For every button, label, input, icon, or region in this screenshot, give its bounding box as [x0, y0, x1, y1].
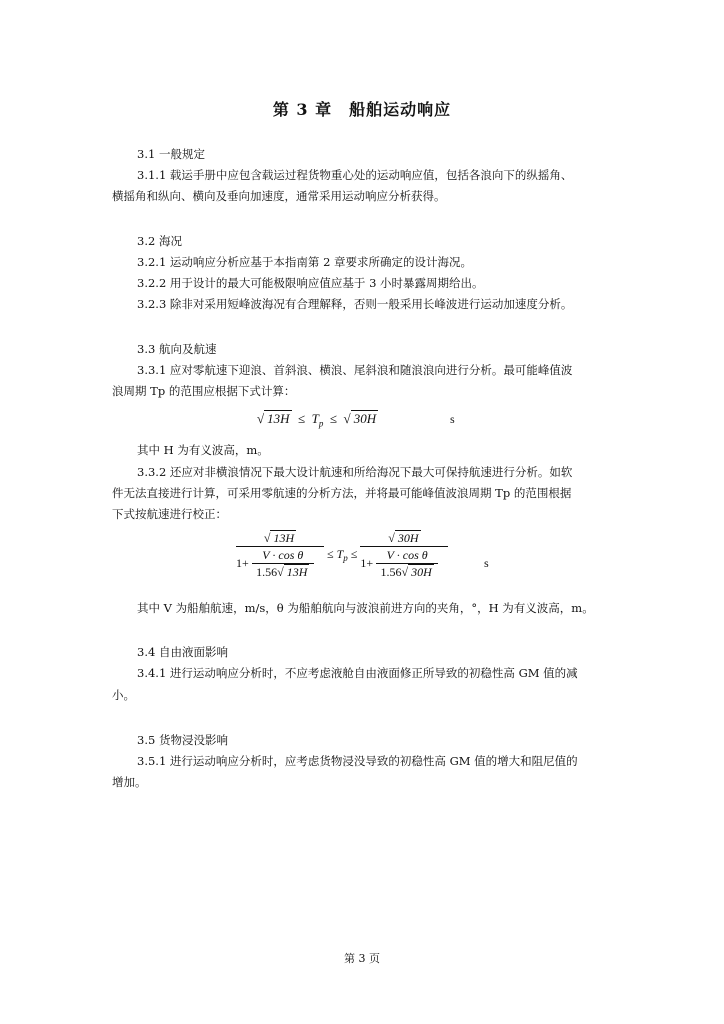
inner-numerator-right: V · cos θ: [386, 548, 428, 562]
coef-left: 1.56: [256, 565, 278, 579]
le-symbol-2: ≤: [329, 411, 338, 426]
tp-subscript: p: [318, 418, 324, 429]
paragraph-3-3-2-line-1: 3.3.2 还应对非横浪情况下最大设计航速和所给海况下最大可保持航速进行分析。如软: [137, 465, 573, 479]
section-heading-3-1: 3.1 一般规定: [137, 147, 205, 161]
one-plus-left: 1+: [236, 555, 249, 570]
section-heading-3-4: 3.4 自由液面影响: [137, 645, 228, 659]
fraction-right: √ 30H 1+ $\frac{\text{V · cos θ}}{1.56√ 30H}$: [360, 530, 448, 580]
paragraph-3-2-3: 3.2.3 除非对采用短峰波海况有合理解释，否则一般采用长峰波进行运动加速度分析。: [137, 297, 573, 311]
inner-den-right: 30H: [408, 564, 434, 580]
paragraph-3-1-1-line-2: 横摇角和纵向、横向及垂向加速度，通常采用运动响应分析获得。: [112, 189, 446, 203]
paragraph-3-5-1-line-2: 增加。: [112, 775, 147, 789]
inner-den-left: 13H: [284, 564, 310, 580]
one-plus-right: 1+: [360, 555, 374, 570]
paragraph-3-3-1-line-1: 3.3.1 应对零航速下迎浪、首斜浪、横浪、尾斜浪和随浪浪向进行分析。最可能峰值波: [137, 363, 573, 377]
coef-right: 1.56: [380, 565, 402, 579]
sqrt-30h: √ 30H: [343, 411, 377, 426]
paragraph-3-3-2-line-3: 下式按航速进行校正：: [112, 507, 227, 521]
inner-numerator-left: V · cos θ: [262, 548, 304, 562]
paragraph-3-2-2: 3.2.2 用于设计的最大可能极限响应值应基于 3 小时暴露周期给出。: [137, 276, 484, 290]
paragraph-3-2-1: 3.2.1 运动响应分析应基于本指南第 2 章要求所确定的设计海况。: [137, 255, 473, 269]
fraction-left: √ 13H 1+ $\frac{\text{V · cos θ}}{1.56√ 13H}$: [236, 530, 324, 580]
formula-tp-range: [257, 410, 378, 429]
formula-1-unit: s: [450, 412, 455, 426]
paragraph-3-3-1-line-2: 浪周期 Tp 的范围应根据下式计算：: [112, 384, 296, 398]
formula-tp-corrected: [236, 530, 448, 580]
tp-subscript-2: p: [343, 553, 348, 564]
page-title: 第 3 章 船舶运动响应: [272, 100, 452, 119]
paragraph-3-3-2-line-2: 件无法直接进行计算，可采用零航速的分析方法，并将最可能峰值波浪周期 Tp 的范围根据: [112, 486, 572, 500]
sqrt-13h: √ 13H: [257, 411, 290, 426]
paragraph-3-1-1-line-1: 3.1.1 载运手册中应包含载运过程货物重心处的运动响应值，包括各浪向下的纵摇角、: [137, 168, 573, 182]
le-symbol: ≤: [298, 411, 306, 426]
paragraph-where-2: 其中 V 为船舶航速，m/s，θ 为船舶航向与波浪前进方向的夹角，°，H 为有义波高，m。: [137, 601, 594, 615]
tp-symbol: T: [311, 411, 319, 426]
paragraph-3-5-1-line-1: 3.5.1 进行运动响应分析时，应考虑货物浸没导致的初稳性高 GM 值的增大和阻尼值的: [137, 754, 578, 768]
paragraph-3-4-1-line-1: 3.4.1 进行运动响应分析时，不应考虑液舱自由液面修正所导致的初稳性高 GM 值的减: [137, 666, 578, 680]
section-heading-3-2: 3.2 海况: [137, 234, 182, 248]
page-number: 第 3 页: [344, 952, 380, 965]
sqrt-30h-num: √ 30H: [388, 531, 419, 545]
le-symbol-3: ≤: [327, 546, 334, 561]
sqrt-13h-num: √ 13H: [263, 531, 295, 545]
section-heading-3-5: 3.5 货物浸没影响: [137, 733, 228, 747]
paragraph-where-1: 其中 H 为有义波高，m。: [137, 443, 269, 457]
tp-symbol-2: T: [336, 546, 344, 561]
le-symbol-4: ≤: [350, 546, 358, 561]
paragraph-3-4-1-line-2: 小。: [112, 688, 135, 702]
formula-2-unit: s: [484, 556, 489, 570]
section-heading-3-3: 3.3 航向及航速: [137, 342, 217, 356]
